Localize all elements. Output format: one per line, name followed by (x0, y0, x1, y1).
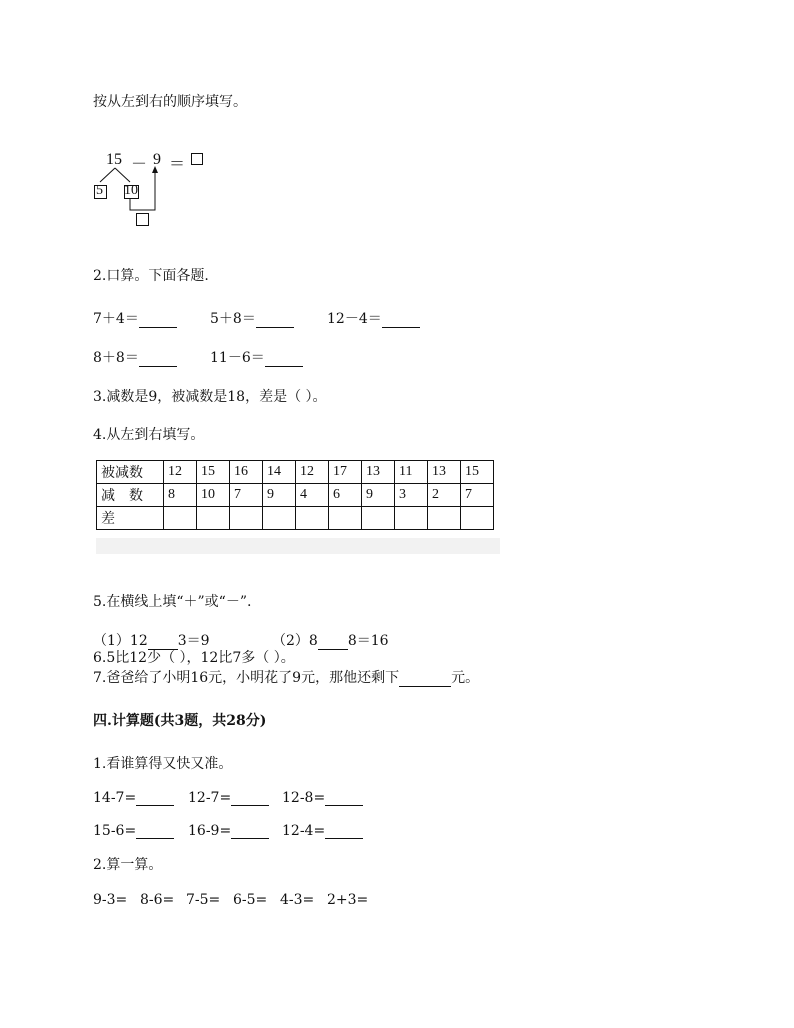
row-label-subtrahend: 减 数 (97, 484, 164, 507)
subtrahend-cell: 3 (395, 484, 428, 507)
minuend-cell: 12 (164, 461, 197, 484)
difference-cell[interactable] (164, 507, 197, 530)
answer-blank[interactable] (139, 352, 177, 367)
answer-blank[interactable] (399, 672, 451, 687)
diagram-number-9: 9 (153, 151, 161, 168)
difference-cell[interactable] (362, 507, 395, 530)
difference-cell[interactable] (263, 507, 296, 530)
q2-expr: 12－4＝ (327, 308, 420, 328)
row-label-minuend: 被减数 (97, 461, 164, 484)
difference-cell[interactable] (428, 507, 461, 530)
subtrahend-cell: 4 (296, 484, 329, 507)
subtrahend-cell: 7 (461, 484, 494, 507)
subtrahend-cell: 7 (230, 484, 263, 507)
subtrahend-cell: 9 (362, 484, 395, 507)
answer-blank[interactable] (139, 313, 177, 328)
s4q1-expr: 12-7= (188, 790, 269, 806)
answer-blank[interactable] (325, 824, 363, 839)
q7-text: 7.爸爸给了小明16元，小明花了9元，那他还剩下 元。 (93, 670, 480, 686)
q5-item-1: （1）12 3＝9 (93, 633, 210, 649)
section-4-heading: 四.计算题(共3题，共28分) (93, 713, 267, 729)
table-shadow (96, 538, 500, 554)
answer-blank[interactable] (256, 313, 294, 328)
minuend-cell: 13 (362, 461, 395, 484)
answer-blank[interactable] (231, 824, 269, 839)
table-row-subtrahend (97, 484, 494, 507)
subtrahend-cell: 9 (263, 484, 296, 507)
s4q2-expr: 7-5= (186, 892, 221, 908)
answer-blank[interactable] (136, 824, 174, 839)
answer-blank[interactable] (136, 791, 174, 806)
row-label-difference: 差 (97, 507, 164, 530)
diagram-number-15: 15 (106, 151, 122, 168)
q2-title: 2.口算。下面各题. (93, 268, 209, 284)
q6-text: 6.5比12少（ ），12比7多（ ）。 (93, 650, 295, 666)
s4q1-expr: 12-8= (282, 790, 363, 806)
diagram-blank-box[interactable] (136, 213, 149, 226)
difference-cell[interactable] (296, 507, 329, 530)
diagram-minus: － (131, 156, 148, 173)
minuend-cell: 13 (428, 461, 461, 484)
q4-title: 4.从左到右填写。 (93, 427, 205, 443)
s4q1-expr: 12-4= (282, 823, 363, 839)
s4q2-expr: 8-6= (140, 892, 175, 908)
minuend-cell: 16 (230, 461, 263, 484)
answer-blank[interactable] (325, 791, 363, 806)
answer-blank[interactable] (148, 635, 178, 650)
answer-blank[interactable] (231, 791, 269, 806)
s4q2-expr: 4-3= (280, 892, 315, 908)
s4q1-expr: 14-7= (93, 790, 174, 806)
difference-cell[interactable] (395, 507, 428, 530)
s4q2-expr: 9-3= (93, 892, 128, 908)
answer-blank[interactable] (265, 352, 303, 367)
minuend-cell: 15 (197, 461, 230, 484)
intro-text: 按从左到右的顺序填写。 (93, 94, 247, 110)
subtraction-table (96, 460, 494, 530)
minuend-cell: 15 (461, 461, 494, 484)
difference-cell[interactable] (461, 507, 494, 530)
table-row-difference (97, 507, 494, 530)
minuend-cell: 12 (296, 461, 329, 484)
s4q1-expr: 16-9= (188, 823, 269, 839)
q2-expr: 5＋8＝ (210, 308, 294, 328)
s4q2-title: 2.算一算。 (93, 857, 163, 873)
minuend-cell: 17 (329, 461, 362, 484)
minuend-cell: 14 (263, 461, 296, 484)
difference-cell[interactable] (230, 507, 263, 530)
q2-expr: 8＋8＝ (93, 347, 177, 367)
s4q2-expr: 6-5= (233, 892, 268, 908)
difference-cell[interactable] (197, 507, 230, 530)
s4q1-title: 1.看谁算得又快又准。 (93, 756, 233, 772)
difference-cell[interactable] (329, 507, 362, 530)
diagram-number-5: 5 (96, 183, 103, 198)
s4q2-expr: 2+3= (327, 892, 369, 908)
s4q1-expr: 15-6= (93, 823, 174, 839)
answer-blank[interactable] (318, 635, 348, 650)
q2-expr: 11－6＝ (210, 347, 303, 367)
minuend-cell: 11 (395, 461, 428, 484)
q5-item-2: （2）8 8＝16 (272, 633, 389, 649)
subtrahend-cell: 10 (197, 484, 230, 507)
answer-box[interactable] (191, 153, 203, 165)
subtrahend-cell: 6 (329, 484, 362, 507)
answer-blank[interactable] (382, 313, 420, 328)
q5-title: 5.在横线上填“＋”或“－”. (93, 594, 252, 610)
diagram-number-10: 10 (124, 183, 138, 198)
q2-expr: 7＋4＝ (93, 308, 177, 328)
table-row-minuend (97, 461, 494, 484)
q3-text: 3.减数是9，被减数是18，差是（ ）。 (93, 389, 327, 405)
diagram-equals: ＝ (169, 156, 186, 173)
subtrahend-cell: 2 (428, 484, 461, 507)
subtrahend-cell: 8 (164, 484, 197, 507)
